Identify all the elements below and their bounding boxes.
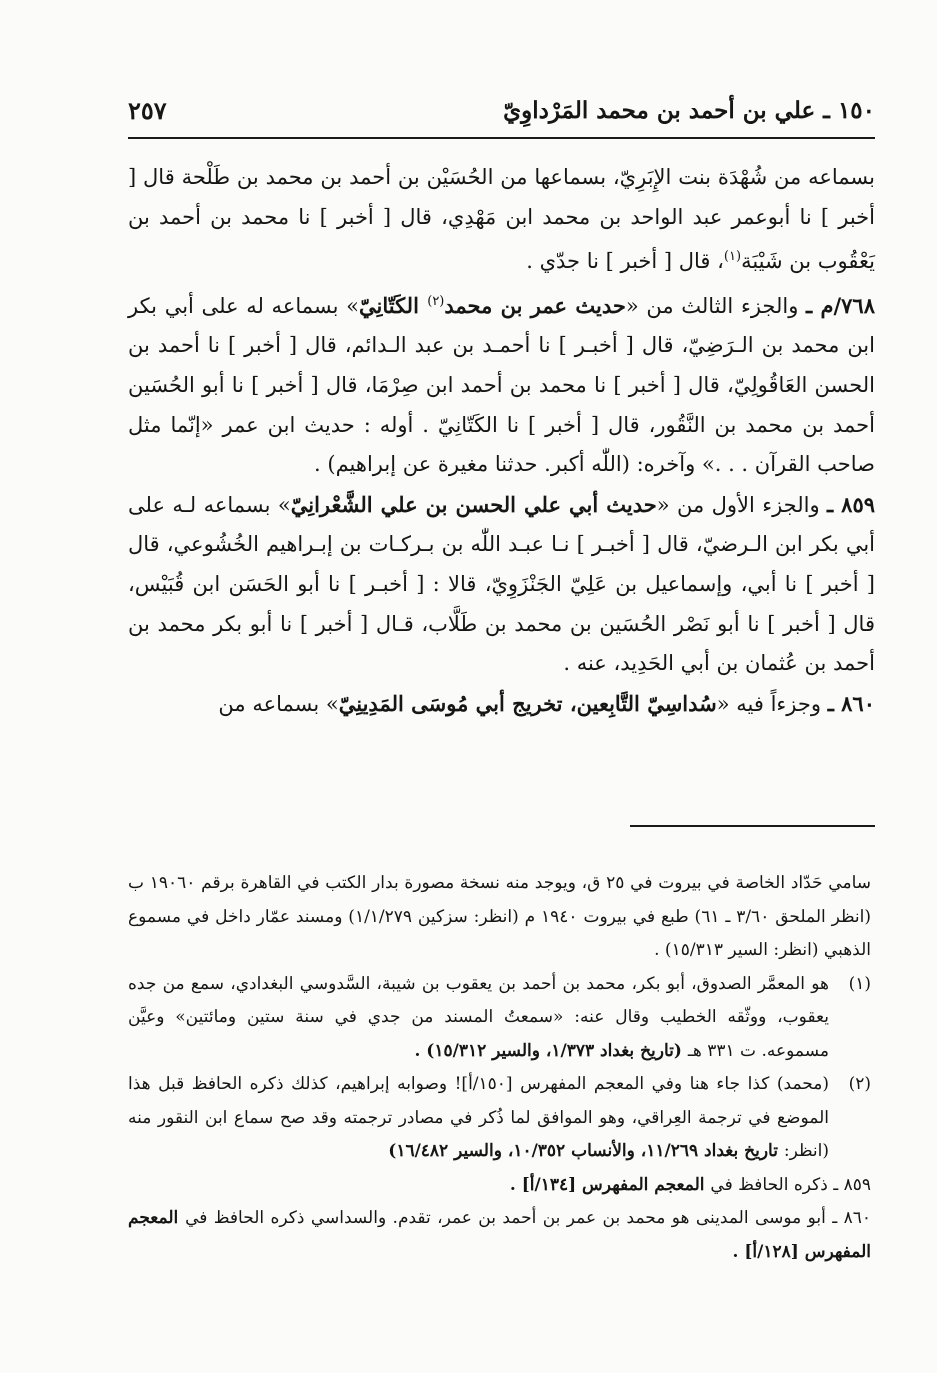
footnote-860 bbox=[128, 1202, 871, 1269]
footnotes-divider bbox=[630, 825, 875, 827]
running-header bbox=[128, 88, 875, 132]
footnote-body: ٨٦٠ ـ أبو موسى المدينى هو محمد بن عمر بن أحمد بن عمر، تقدم. والسداسي ذكره الحافظ في bbox=[185, 1208, 871, 1228]
entry-title: حديث أبي علي الحسن بن علي الشَّعْرانِيّ bbox=[290, 491, 657, 517]
main-text bbox=[128, 158, 875, 724]
entry-title: سُداسِيّ التَّابِعين، تخريج أبي مُوسَى المَدِينِيّ bbox=[338, 690, 717, 716]
footnote-source: المعجم المفهرس [١٣٤/أ] . bbox=[509, 1174, 711, 1195]
footnote-marker: (١) bbox=[848, 973, 871, 994]
footnote-continuation: سامي حَدّاد الخاصة في بيروت في ٢٥ ق، ويوجد منه نسخة مصورة بدار الكتب في القاهرة برقم ١٩٠٦٠ ب (انظر الملحق ٣/٦٠ ـ ٦١) طبع في بيروت ١٩٤٠ م (انظر: سزكين ١/١/٢٧٩) ومسند عمّار داخل في مسموع الذهبي (انظر: السير ١٥/٣١٣) . bbox=[128, 873, 872, 960]
entry-intro: وجزءاً فيه « bbox=[716, 691, 828, 716]
entry-860 bbox=[128, 684, 875, 725]
footnote-source: تاريخ بغداد ١١/٢٦٩، والأنساب ١٠/٣٥٢، والسير ١٦/٤٨٢) bbox=[388, 1141, 784, 1161]
footnote-ref: (٢) bbox=[427, 293, 445, 309]
footnote-body: (محمد) كذا جاء هنا وفي المعجم المفهرس [١٥٠/أ]! وصوابه إبراهيم، كذلك ذكره الحافظ قبل هذا الموضع في ترجمة العِراقي، وهو الموافق لما ذُكر في مصادر ترجمته وقد صح سماع ابن النقور منه (انظر: bbox=[128, 1074, 829, 1161]
paragraph-text: بسماعه من شُهْدَة بنت الإِبَرِيّ، بسماعها من الحُسَيْن بن أحمد بن محمد بن طَلْحة قال [ أخبر ] نا أبوعمر عبد الواحد بن محمد ابن مَهْدِي، قال [ أخبر ] نا محمد بن أحمد بن يَعْقُوب بن شَيْبَة bbox=[128, 165, 875, 274]
entry-body: » بسماعه له على أبي بكر ابن محمد بن الـرَضِيّ، قال [ أخبـر ] نا أحمـد بن عبد الـدائم، قال [ أخبر ] نا أحمد بن الحسن العَاقُولِيّ، قال [ أخبر ] نا محمد بن أحمد ابن صِرْمَا، قال [ أخبر ] نا أبو الحُسَين أحمد بن محمد بن النَّقُور، قال [ أخبر ] نا الكَتّانِيّ . أوله : حديث ابن عمر «إنّما مثل صاحب القرآن . . .» وآخره: (اللّٰه أكبر. حدثنا مغيرة عن إبراهيم) . bbox=[128, 293, 875, 477]
header-divider bbox=[128, 137, 875, 139]
entry-number: ٨٦٠ ـ bbox=[827, 690, 875, 716]
entry-859 bbox=[128, 485, 875, 684]
footnote-marker: (٢) bbox=[848, 1074, 871, 1094]
entry-body: » بسماعه لـه على أبي بكر ابن الـرضيّ، قال [ أخبـر ] نـا عبـد اللّٰه بن بـركـات بن إبـراهيم الخُشُوعي، قال [ أخبر ] نا أبي، وإسماعيل بن عَلِيّ الجَنْزَوِيّ، قالا : [ أخبـر ] نا أبو الحَسَن ابن قُبَيْس، قال [ أخبر ] نا أبو نَصْر الحُسَين بن محمد بن طَلَّاب، قـال [ أخبر ] نا أبو بكر محمد بن أحمد بن عُثمان بن أبي الحَدِيد، عنه . bbox=[128, 492, 875, 676]
entry-number: ٧٦٨/م ـ bbox=[806, 292, 875, 318]
footnote-2 bbox=[128, 1068, 871, 1169]
entry-number: ٨٥٩ ـ bbox=[826, 491, 876, 517]
footnote-ref: (١) bbox=[723, 249, 742, 265]
paragraph-text-end: ، قال [ أخبر ] نا جدّي . bbox=[526, 249, 724, 274]
footnote-859 bbox=[128, 1169, 871, 1203]
page-number: ٢٥٧ bbox=[128, 95, 167, 125]
entry-intro: والجزء الأول من « bbox=[656, 492, 827, 517]
footnote-body: هو المعمَّر الصدوق، أبو بكر، محمد بن أحمد بن يعقوب بن شيبة، السَّدوسي البغدادي، سمع من جده يعقوب، ووثّقه الخطيب وقال عنه: «سمعتُ المسند من جدي في سنة ستين ومائتين» وعيَّن مسموعه. ت ٣٣١ هـ bbox=[128, 973, 829, 1061]
entry-intro: والجزء الثالث من « bbox=[625, 293, 807, 318]
footnote-source: (تاريخ بغداد ١/٣٧٣، والسير ١٥/٣١٢) . bbox=[414, 1040, 688, 1061]
footnote-body: ٨٥٩ ـ ذكره الحافظ في bbox=[710, 1174, 871, 1195]
footnote-text bbox=[128, 968, 829, 1069]
footnote-1 bbox=[128, 968, 871, 1069]
footnote-source: المعجم المفهرس [١٢٨/أ] . bbox=[128, 1208, 871, 1262]
entry-body: » بسماعه من bbox=[218, 691, 339, 716]
footnotes bbox=[128, 867, 871, 1269]
entry-768 bbox=[128, 282, 875, 485]
header-title: ١٥٠ ـ علي بن أحمد بن محمد المَرْداوِيّ bbox=[503, 96, 875, 124]
paragraph-continuation bbox=[128, 158, 875, 282]
entry-title: حديث عمر بن محمد bbox=[444, 292, 626, 318]
footnote-text bbox=[128, 1068, 829, 1169]
entry-title-end: الكَتّانِيّ bbox=[359, 292, 428, 318]
